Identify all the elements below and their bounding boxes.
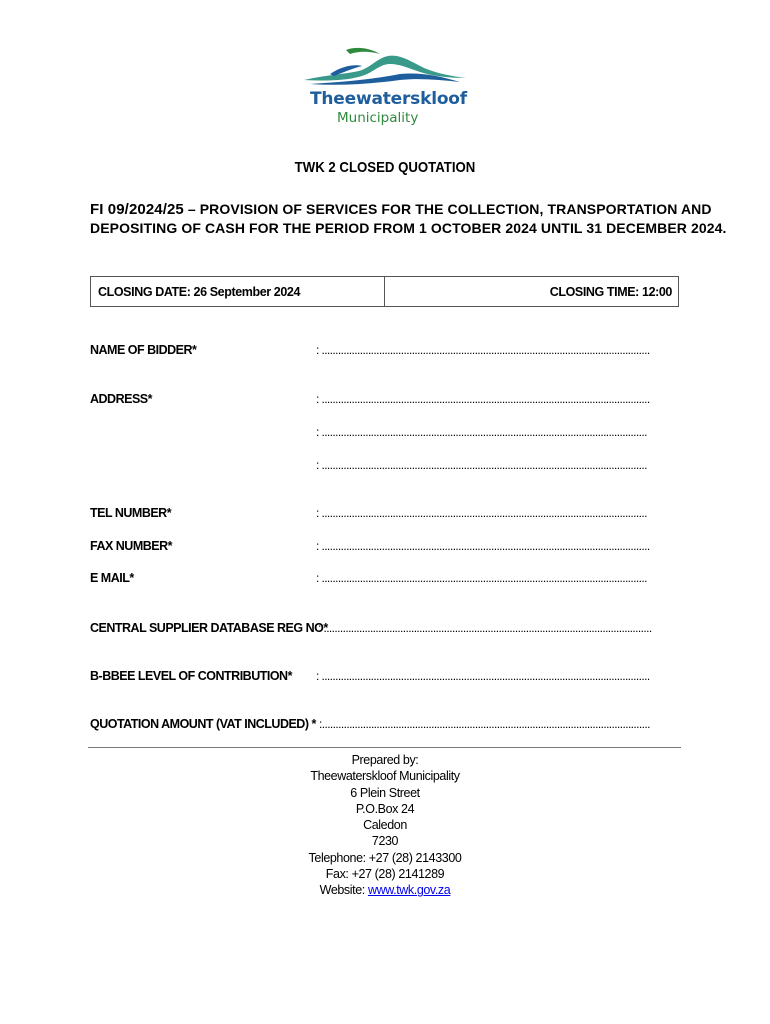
closing-time: CLOSING TIME: 12:00	[549, 284, 672, 299]
bbbee-level-label: B-BBEE LEVEL OF CONTRIBUTION*	[90, 669, 292, 683]
website	[0, 882, 770, 898]
postal-code: 7230	[371, 834, 399, 849]
quotation-reference: FI 09/2024/25	[90, 201, 184, 218]
organisation-name: Theewaterskloof Municipality	[310, 769, 460, 784]
fax: Fax: +27 (28) 2141289	[325, 867, 445, 882]
quotation-heading	[90, 200, 730, 238]
prepared-by: Prepared by:	[351, 753, 419, 767]
quotation-amount-label: QUOTATION AMOUNT (VAT INCLUDED) *	[90, 717, 316, 731]
website-link[interactable]: www.twk.gov.za	[367, 883, 451, 898]
address-field-line-1[interactable]: : ........................................................................................................................	[316, 392, 650, 406]
footer-contact-block	[0, 752, 770, 899]
quotation-description: – PROVISION OF SERVICES FOR THE COLLECTION, TRANSPORTATION AND DEPOSITING OF CASH FOR THE PERIOD FROM 1 OCTOBER 2024 UNTIL 31 DECEMBER 2024.	[90, 201, 727, 236]
tel-number-label: TEL NUMBER*	[90, 506, 172, 520]
document-title: TWK 2 CLOSED QUOTATION	[294, 159, 476, 176]
name-of-bidder-label: NAME OF BIDDER*	[90, 343, 197, 357]
name-of-bidder-field[interactable]: : ........................................................................................................................	[316, 343, 650, 357]
tel-number-field[interactable]: : .......................................................................................................................	[316, 506, 647, 520]
csd-reg-no-field[interactable]: : ........................................................................................................................	[318, 621, 652, 635]
closing-details-box	[90, 276, 679, 307]
address-field-line-3[interactable]: : .......................................................................................................................	[316, 458, 647, 472]
logo-subtitle: Municipality	[337, 110, 419, 126]
website-label: Website:	[319, 883, 368, 898]
fax-number-label: FAX NUMBER*	[90, 539, 173, 553]
quotation-amount-field[interactable]: :........................................................................................................................	[319, 717, 650, 731]
email-field[interactable]: : .......................................................................................................................	[316, 571, 647, 585]
footer-divider	[88, 747, 681, 748]
address-field-line-2[interactable]: : .......................................................................................................................	[316, 425, 647, 439]
address-label: ADDRESS*	[90, 392, 152, 406]
closing-date: CLOSING DATE: 26 September 2024	[91, 277, 385, 306]
town: Caledon	[363, 818, 407, 833]
email-label: E MAIL*	[90, 571, 134, 585]
logo-name: Theewaterskloof	[310, 89, 467, 109]
street-address: 6 Plein Street	[350, 785, 420, 800]
bbbee-level-field[interactable]: : ........................................................................................................................	[316, 669, 650, 683]
po-box: P.O.Box 24	[355, 801, 415, 816]
telephone: Telephone: +27 (28) 2143300	[308, 850, 462, 865]
municipality-logo	[300, 44, 470, 130]
fax-number-field[interactable]: : ........................................................................................................................	[316, 539, 650, 553]
csd-reg-no-label: CENTRAL SUPPLIER DATABASE REG NO*	[90, 621, 328, 635]
logo-wave-icon	[300, 44, 470, 94]
